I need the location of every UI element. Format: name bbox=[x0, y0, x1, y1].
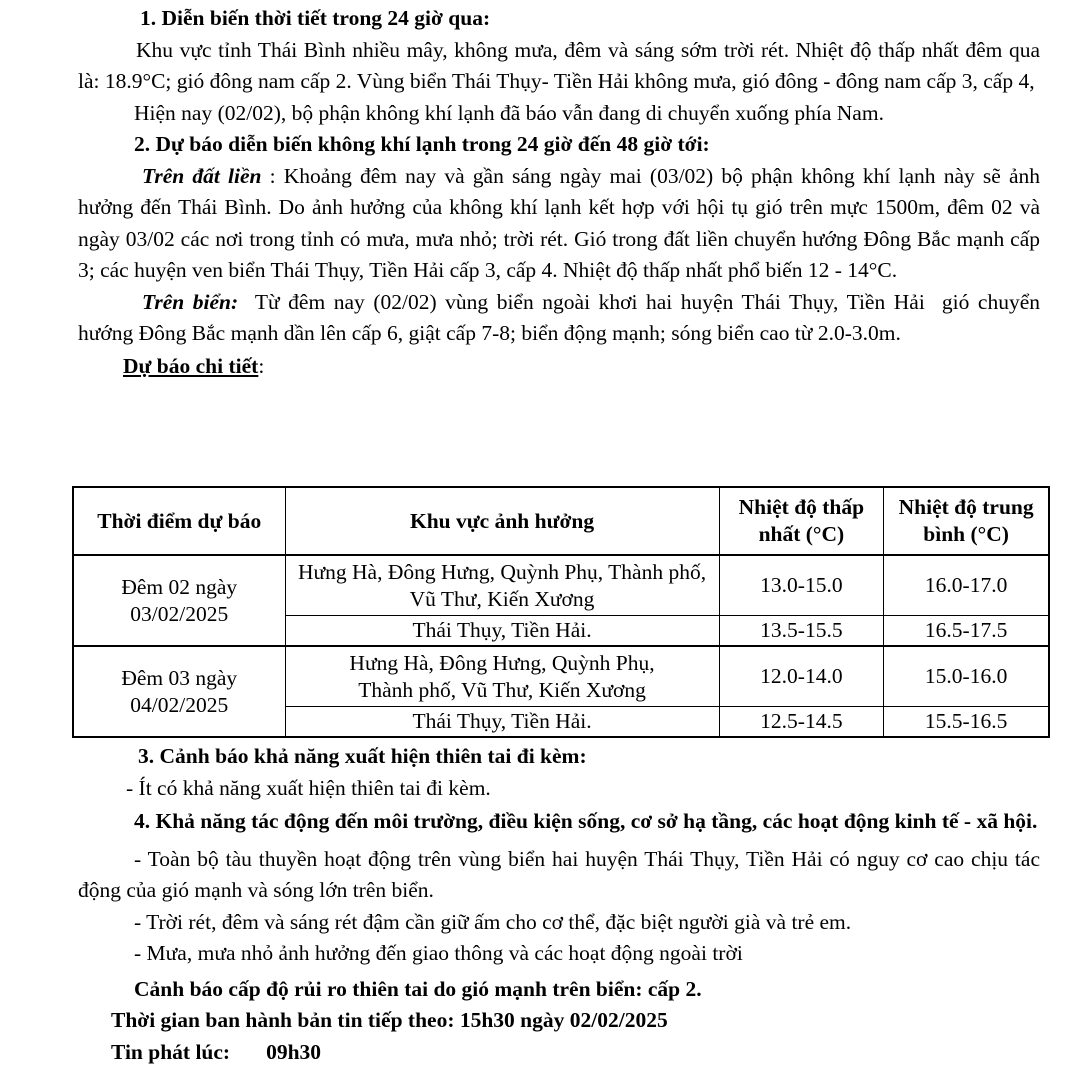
bulletin-lower bbox=[78, 741, 1040, 1068]
min-temp-cell: 12.5-14.5 bbox=[719, 707, 884, 738]
risk-warning: Cảnh báo cấp độ rủi ro thiên tai do gió mạnh trên biển: cấp 2. bbox=[134, 976, 702, 1001]
table-header-row bbox=[73, 487, 1049, 555]
section3-heading: 3. Cảnh báo khả năng xuất hiện thiên tai đi kèm: bbox=[138, 744, 587, 768]
table-row bbox=[73, 555, 1049, 616]
min-temp-cell: 12.0-14.0 bbox=[719, 646, 884, 707]
header-area: Khu vực ảnh hưởng bbox=[285, 487, 719, 555]
header-period: Thời điểm dự báo bbox=[73, 487, 285, 555]
section4-item-1: - Toàn bộ tàu thuyền hoạt động trên vùng biển hai huyện Thái Thụy, Tiền Hải có nguy cơ cao chịu tác động của gió mạnh và sóng lớn trên biển. bbox=[78, 846, 1040, 902]
bulletin-page bbox=[78, 3, 1046, 382]
avg-temp-cell: 15.0-16.0 bbox=[884, 646, 1049, 707]
area-cell: Thái Thụy, Tiền Hải. bbox=[285, 616, 719, 647]
detail-forecast-label: Dự báo chi tiết: bbox=[123, 353, 265, 378]
next-bulletin-time: Thời gian ban hành bản tin tiếp theo: 15h30 ngày 02/02/2025 bbox=[111, 1008, 668, 1032]
table-row bbox=[73, 646, 1049, 707]
forecast-table bbox=[72, 486, 1050, 738]
avg-temp-cell: 15.5-16.5 bbox=[884, 707, 1049, 738]
min-temp-cell: 13.0-15.0 bbox=[719, 555, 884, 616]
avg-temp-cell: 16.0-17.0 bbox=[884, 555, 1049, 616]
section1-paragraph-2: Hiện nay (02/02), bộ phận không khí lạnh đã báo vẫn đang di chuyển xuống phía Nam. bbox=[134, 100, 884, 125]
min-temp-cell: 13.5-15.5 bbox=[719, 616, 884, 647]
period-cell: Đêm 02 ngày 03/02/2025 bbox=[73, 555, 285, 646]
avg-temp-cell: 16.5-17.5 bbox=[884, 616, 1049, 647]
section1-heading: 1. Diễn biến thời tiết trong 24 giờ qua: bbox=[140, 6, 491, 30]
header-min-temp: Nhiệt độ thấp nhất (°C) bbox=[719, 487, 884, 555]
section3-item: - Ít có khả năng xuất hiện thiên tai đi kèm. bbox=[126, 775, 491, 800]
area-cell: Thái Thụy, Tiền Hải. bbox=[285, 707, 719, 738]
section4-item-3: - Mưa, mưa nhỏ ảnh hưởng đến giao thông và các hoạt động ngoài trời bbox=[134, 941, 743, 965]
section2-land-paragraph bbox=[78, 161, 1040, 287]
area-cell: Hưng Hà, Đông Hưng, Quỳnh Phụ, Thành phố, Vũ Thư, Kiến Xương bbox=[285, 555, 719, 616]
section1-paragraph-1: Khu vực tỉnh Thái Bình nhiều mây, không mưa, đêm và sáng sớm trời rét. Nhiệt độ thấp nhất đêm qua là: 18.9°C; gió đông nam cấp 2. Vùng biển Thái Thụy- Tiền Hải không mưa, gió đông - đông nam cấp 3, cấp 4, bbox=[78, 37, 1040, 93]
issued-label: Tin phát lúc: bbox=[111, 1039, 231, 1064]
sea-label: Trên biển: bbox=[142, 289, 239, 314]
issued-time: 09h30 bbox=[266, 1039, 322, 1064]
land-label: Trên đất liền bbox=[142, 163, 262, 188]
period-cell: Đêm 03 ngày 04/02/2025 bbox=[73, 646, 285, 737]
header-avg-temp: Nhiệt độ trung bình (°C) bbox=[884, 487, 1049, 555]
section4-item-2: - Trời rét, đêm và sáng rét đậm cần giữ ấm cho cơ thể, đặc biệt người già và trẻ em. bbox=[134, 909, 852, 934]
section2-heading: 2. Dự báo diễn biến không khí lạnh trong 24 giờ đến 48 giờ tới: bbox=[134, 132, 710, 156]
sea-text: Từ đêm nay (02/02) vùng biển ngoài khơi hai huyện Thái Thụy, Tiền Hải gió chuyển hướng Đông Bắc mạnh dần lên cấp 6, giật cấp 7-8; biển động mạnh; sóng biển cao từ 2.0-3.0m. bbox=[78, 289, 1046, 345]
land-text: : Khoảng đêm nay và gần sáng ngày mai (03/02) bộ phận không khí lạnh này sẽ ảnh hưởng đến Thái Bình. Do ảnh hưởng của không khí lạnh kết hợp với hội tụ gió trên mực 1500m, đêm 02 và ngày 03/02 các nơi trong tỉnh có mưa, mưa nhỏ; trời rét. Gió trong đất liền chuyển hướng Đông Bắc mạnh cấp 3; các huyện ven biển Thái Thụy, Tiền Hải cấp 3, cấp 4. Nhiệt độ thấp nhất phổ biến 12 - 14°C. bbox=[78, 163, 1041, 282]
issued-at bbox=[78, 1037, 1040, 1069]
area-cell: Hưng Hà, Đông Hưng, Quỳnh Phụ, Thành phố, Vũ Thư, Kiến Xương bbox=[285, 646, 719, 707]
section2-sea-paragraph bbox=[78, 287, 1046, 350]
section4-heading: 4. Khả năng tác động đến môi trường, điều kiện sống, cơ sở hạ tầng, các hoạt động kinh tế - xã hội. bbox=[134, 809, 1038, 833]
